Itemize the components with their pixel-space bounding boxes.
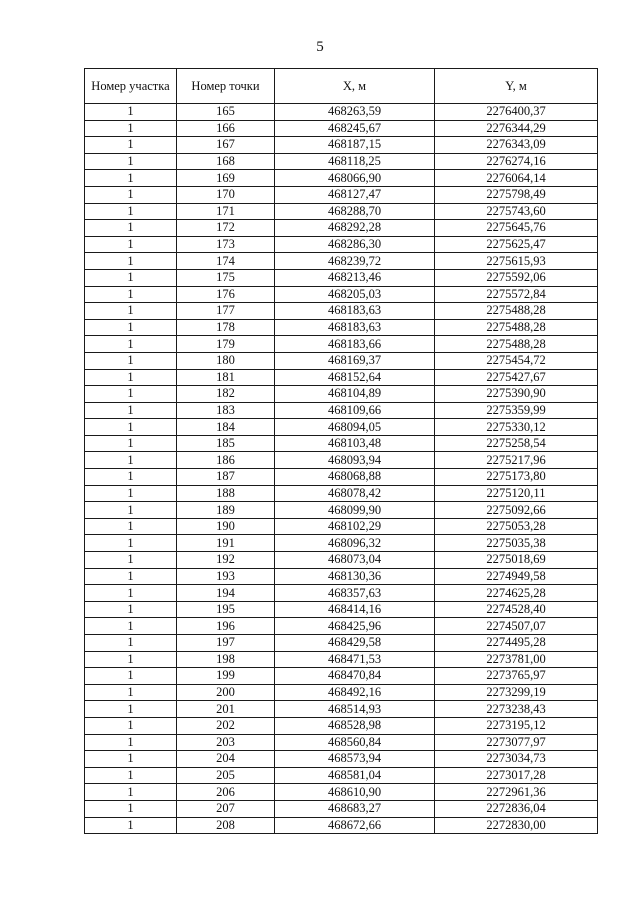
- cell-y-coordinate: 2273195,12: [435, 717, 598, 734]
- cell-plot-number: 1: [85, 800, 177, 817]
- cell-point-number: 168: [177, 153, 275, 170]
- cell-point-number: 204: [177, 751, 275, 768]
- cell-point-number: 185: [177, 435, 275, 452]
- table-row: [85, 635, 598, 652]
- cell-y-coordinate: 2273034,73: [435, 751, 598, 768]
- cell-point-number: 193: [177, 568, 275, 585]
- cell-point-number: 199: [177, 668, 275, 685]
- cell-plot-number: 1: [85, 435, 177, 452]
- cell-x-coordinate: 468672,66: [275, 817, 435, 834]
- cell-y-coordinate: 2275798,49: [435, 186, 598, 203]
- cell-point-number: 186: [177, 452, 275, 469]
- cell-point-number: 197: [177, 635, 275, 652]
- cell-y-coordinate: 2273077,97: [435, 734, 598, 751]
- cell-point-number: 179: [177, 336, 275, 353]
- table-row: [85, 469, 598, 486]
- cell-x-coordinate: 468104,89: [275, 386, 435, 403]
- cell-y-coordinate: 2273017,28: [435, 767, 598, 784]
- cell-point-number: 205: [177, 767, 275, 784]
- cell-x-coordinate: 468263,59: [275, 104, 435, 121]
- cell-point-number: 180: [177, 352, 275, 369]
- header-y-coordinate: Y, м: [435, 69, 598, 104]
- cell-x-coordinate: 468425,96: [275, 618, 435, 635]
- header-x-coordinate: X, м: [275, 69, 435, 104]
- cell-plot-number: 1: [85, 485, 177, 502]
- cell-point-number: 178: [177, 319, 275, 336]
- cell-plot-number: 1: [85, 502, 177, 519]
- cell-plot-number: 1: [85, 303, 177, 320]
- cell-y-coordinate: 2273765,97: [435, 668, 598, 685]
- cell-y-coordinate: 2275645,76: [435, 220, 598, 237]
- cell-x-coordinate: 468187,15: [275, 137, 435, 154]
- cell-point-number: 167: [177, 137, 275, 154]
- table-row: [85, 717, 598, 734]
- cell-y-coordinate: 2273781,00: [435, 651, 598, 668]
- cell-plot-number: 1: [85, 535, 177, 552]
- cell-point-number: 181: [177, 369, 275, 386]
- header-point-number: Номер точки: [177, 69, 275, 104]
- table-row: [85, 618, 598, 635]
- table-row: [85, 800, 598, 817]
- cell-x-coordinate: 468471,53: [275, 651, 435, 668]
- cell-x-coordinate: 468245,67: [275, 120, 435, 137]
- cell-x-coordinate: 468078,42: [275, 485, 435, 502]
- cell-point-number: 183: [177, 402, 275, 419]
- cell-plot-number: 1: [85, 220, 177, 237]
- cell-x-coordinate: 468205,03: [275, 286, 435, 303]
- cell-point-number: 190: [177, 518, 275, 535]
- table-row: [85, 585, 598, 602]
- page-number: 5: [316, 39, 324, 55]
- cell-plot-number: 1: [85, 186, 177, 203]
- header-plot-number: Номер участка: [85, 69, 177, 104]
- cell-plot-number: 1: [85, 651, 177, 668]
- cell-y-coordinate: 2275615,93: [435, 253, 598, 270]
- cell-plot-number: 1: [85, 120, 177, 137]
- cell-plot-number: 1: [85, 386, 177, 403]
- cell-y-coordinate: 2275217,96: [435, 452, 598, 469]
- cell-plot-number: 1: [85, 469, 177, 486]
- cell-y-coordinate: 2274949,58: [435, 568, 598, 585]
- table-row: [85, 336, 598, 353]
- cell-point-number: 189: [177, 502, 275, 519]
- cell-plot-number: 1: [85, 684, 177, 701]
- cell-plot-number: 1: [85, 767, 177, 784]
- table-row: [85, 568, 598, 585]
- table-row: [85, 352, 598, 369]
- cell-x-coordinate: 468213,46: [275, 269, 435, 286]
- cell-point-number: 191: [177, 535, 275, 552]
- cell-y-coordinate: 2272836,04: [435, 800, 598, 817]
- table-row: [85, 104, 598, 121]
- table-row: [85, 220, 598, 237]
- table-row: [85, 137, 598, 154]
- cell-point-number: 187: [177, 469, 275, 486]
- cell-point-number: 182: [177, 386, 275, 403]
- cell-x-coordinate: 468183,63: [275, 303, 435, 320]
- table-row: [85, 269, 598, 286]
- coordinates-table: [84, 68, 598, 834]
- cell-y-coordinate: 2275743,60: [435, 203, 598, 220]
- cell-point-number: 192: [177, 552, 275, 569]
- cell-plot-number: 1: [85, 585, 177, 602]
- table-row: [85, 668, 598, 685]
- cell-plot-number: 1: [85, 784, 177, 801]
- cell-plot-number: 1: [85, 452, 177, 469]
- cell-point-number: 194: [177, 585, 275, 602]
- cell-x-coordinate: 468152,64: [275, 369, 435, 386]
- cell-x-coordinate: 468292,28: [275, 220, 435, 237]
- cell-x-coordinate: 468103,48: [275, 435, 435, 452]
- cell-point-number: 208: [177, 817, 275, 834]
- cell-x-coordinate: 468286,30: [275, 236, 435, 253]
- cell-y-coordinate: 2275258,54: [435, 435, 598, 452]
- cell-y-coordinate: 2274495,28: [435, 635, 598, 652]
- cell-plot-number: 1: [85, 717, 177, 734]
- cell-plot-number: 1: [85, 552, 177, 569]
- table-row: [85, 684, 598, 701]
- cell-point-number: 200: [177, 684, 275, 701]
- cell-x-coordinate: 468414,16: [275, 601, 435, 618]
- cell-point-number: 201: [177, 701, 275, 718]
- cell-point-number: 196: [177, 618, 275, 635]
- cell-plot-number: 1: [85, 153, 177, 170]
- cell-x-coordinate: 468573,94: [275, 751, 435, 768]
- cell-x-coordinate: 468130,36: [275, 568, 435, 585]
- cell-y-coordinate: 2274507,07: [435, 618, 598, 635]
- cell-y-coordinate: 2272830,00: [435, 817, 598, 834]
- cell-plot-number: 1: [85, 269, 177, 286]
- cell-x-coordinate: 468528,98: [275, 717, 435, 734]
- table-body: [85, 104, 598, 834]
- cell-x-coordinate: 468073,04: [275, 552, 435, 569]
- cell-x-coordinate: 468610,90: [275, 784, 435, 801]
- table-row: [85, 552, 598, 569]
- table-row: [85, 253, 598, 270]
- cell-x-coordinate: 468239,72: [275, 253, 435, 270]
- table-row: [85, 402, 598, 419]
- cell-x-coordinate: 468183,63: [275, 319, 435, 336]
- cell-plot-number: 1: [85, 369, 177, 386]
- cell-point-number: 195: [177, 601, 275, 618]
- cell-plot-number: 1: [85, 601, 177, 618]
- cell-plot-number: 1: [85, 402, 177, 419]
- cell-point-number: 169: [177, 170, 275, 187]
- cell-plot-number: 1: [85, 668, 177, 685]
- cell-plot-number: 1: [85, 352, 177, 369]
- cell-point-number: 173: [177, 236, 275, 253]
- cell-plot-number: 1: [85, 137, 177, 154]
- cell-y-coordinate: 2276400,37: [435, 104, 598, 121]
- cell-x-coordinate: 468183,66: [275, 336, 435, 353]
- cell-plot-number: 1: [85, 170, 177, 187]
- table-row: [85, 751, 598, 768]
- cell-plot-number: 1: [85, 751, 177, 768]
- cell-x-coordinate: 468127,47: [275, 186, 435, 203]
- cell-point-number: 207: [177, 800, 275, 817]
- cell-x-coordinate: 468093,94: [275, 452, 435, 469]
- cell-x-coordinate: 468102,29: [275, 518, 435, 535]
- cell-plot-number: 1: [85, 104, 177, 121]
- table-row: [85, 452, 598, 469]
- table-row: [85, 651, 598, 668]
- cell-x-coordinate: 468492,16: [275, 684, 435, 701]
- cell-y-coordinate: 2275572,84: [435, 286, 598, 303]
- cell-y-coordinate: 2275488,28: [435, 303, 598, 320]
- cell-x-coordinate: 468288,70: [275, 203, 435, 220]
- cell-x-coordinate: 468169,37: [275, 352, 435, 369]
- cell-y-coordinate: 2276344,29: [435, 120, 598, 137]
- cell-x-coordinate: 468099,90: [275, 502, 435, 519]
- cell-x-coordinate: 468470,84: [275, 668, 435, 685]
- cell-y-coordinate: 2274528,40: [435, 601, 598, 618]
- cell-y-coordinate: 2276064,14: [435, 170, 598, 187]
- cell-plot-number: 1: [85, 319, 177, 336]
- table-row: [85, 369, 598, 386]
- cell-x-coordinate: 468068,88: [275, 469, 435, 486]
- cell-y-coordinate: 2275454,72: [435, 352, 598, 369]
- cell-point-number: 198: [177, 651, 275, 668]
- table-row: [85, 784, 598, 801]
- table-row: [85, 767, 598, 784]
- cell-y-coordinate: 2273299,19: [435, 684, 598, 701]
- table-row: [85, 203, 598, 220]
- table-row: [85, 120, 598, 137]
- cell-y-coordinate: 2275488,28: [435, 319, 598, 336]
- cell-point-number: 165: [177, 104, 275, 121]
- table-row: [85, 319, 598, 336]
- cell-point-number: 171: [177, 203, 275, 220]
- cell-plot-number: 1: [85, 203, 177, 220]
- cell-x-coordinate: 468118,25: [275, 153, 435, 170]
- cell-x-coordinate: 468357,63: [275, 585, 435, 602]
- table-row: [85, 386, 598, 403]
- cell-plot-number: 1: [85, 253, 177, 270]
- table-row: [85, 186, 598, 203]
- cell-point-number: 166: [177, 120, 275, 137]
- cell-plot-number: 1: [85, 618, 177, 635]
- cell-x-coordinate: 468683,27: [275, 800, 435, 817]
- cell-y-coordinate: 2275330,12: [435, 419, 598, 436]
- cell-plot-number: 1: [85, 635, 177, 652]
- cell-point-number: 170: [177, 186, 275, 203]
- cell-point-number: 202: [177, 717, 275, 734]
- cell-plot-number: 1: [85, 568, 177, 585]
- cell-point-number: 188: [177, 485, 275, 502]
- table-row: [85, 303, 598, 320]
- cell-y-coordinate: 2275488,28: [435, 336, 598, 353]
- cell-plot-number: 1: [85, 817, 177, 834]
- cell-x-coordinate: 468560,84: [275, 734, 435, 751]
- cell-plot-number: 1: [85, 419, 177, 436]
- table-row: [85, 435, 598, 452]
- cell-x-coordinate: 468066,90: [275, 170, 435, 187]
- cell-y-coordinate: 2275018,69: [435, 552, 598, 569]
- table-row: [85, 419, 598, 436]
- cell-y-coordinate: 2275035,38: [435, 535, 598, 552]
- cell-point-number: 206: [177, 784, 275, 801]
- cell-point-number: 184: [177, 419, 275, 436]
- cell-y-coordinate: 2275173,80: [435, 469, 598, 486]
- cell-y-coordinate: 2275120,11: [435, 485, 598, 502]
- cell-y-coordinate: 2275092,66: [435, 502, 598, 519]
- table-row: [85, 236, 598, 253]
- cell-y-coordinate: 2275427,67: [435, 369, 598, 386]
- cell-y-coordinate: 2275390,90: [435, 386, 598, 403]
- cell-y-coordinate: 2276274,16: [435, 153, 598, 170]
- cell-point-number: 177: [177, 303, 275, 320]
- cell-y-coordinate: 2276343,09: [435, 137, 598, 154]
- cell-plot-number: 1: [85, 518, 177, 535]
- cell-y-coordinate: 2274625,28: [435, 585, 598, 602]
- cell-y-coordinate: 2275592,06: [435, 269, 598, 286]
- cell-point-number: 176: [177, 286, 275, 303]
- cell-plot-number: 1: [85, 286, 177, 303]
- cell-y-coordinate: 2275359,99: [435, 402, 598, 419]
- cell-plot-number: 1: [85, 336, 177, 353]
- table-row: [85, 817, 598, 834]
- cell-plot-number: 1: [85, 236, 177, 253]
- cell-point-number: 203: [177, 734, 275, 751]
- cell-x-coordinate: 468096,32: [275, 535, 435, 552]
- cell-y-coordinate: 2275625,47: [435, 236, 598, 253]
- table-row: [85, 535, 598, 552]
- cell-point-number: 172: [177, 220, 275, 237]
- cell-y-coordinate: 2272961,36: [435, 784, 598, 801]
- table-row: [85, 153, 598, 170]
- table-header-row: [85, 69, 598, 104]
- table-row: [85, 518, 598, 535]
- cell-y-coordinate: 2275053,28: [435, 518, 598, 535]
- cell-point-number: 175: [177, 269, 275, 286]
- cell-plot-number: 1: [85, 734, 177, 751]
- table-row: [85, 485, 598, 502]
- cell-x-coordinate: 468429,58: [275, 635, 435, 652]
- cell-x-coordinate: 468109,66: [275, 402, 435, 419]
- table-row: [85, 701, 598, 718]
- table-row: [85, 170, 598, 187]
- cell-y-coordinate: 2273238,43: [435, 701, 598, 718]
- cell-x-coordinate: 468094,05: [275, 419, 435, 436]
- cell-plot-number: 1: [85, 701, 177, 718]
- table-row: [85, 286, 598, 303]
- table-row: [85, 734, 598, 751]
- table-row: [85, 601, 598, 618]
- table-row: [85, 502, 598, 519]
- cell-x-coordinate: 468514,93: [275, 701, 435, 718]
- cell-point-number: 174: [177, 253, 275, 270]
- cell-x-coordinate: 468581,04: [275, 767, 435, 784]
